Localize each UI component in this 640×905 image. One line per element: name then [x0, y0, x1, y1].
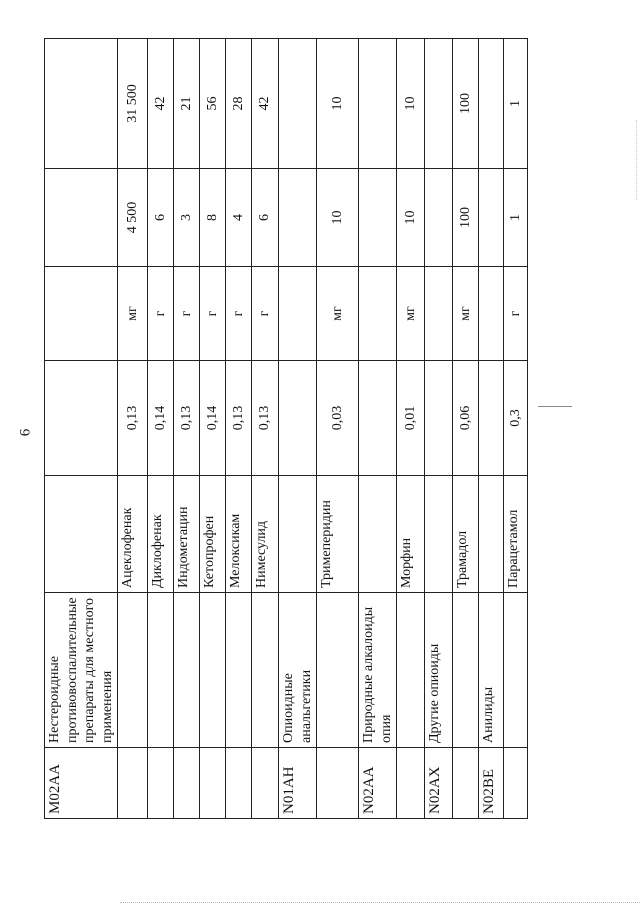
- table-cell-code: [504, 748, 528, 819]
- table-cell-ddd: 0,13: [226, 361, 252, 476]
- table-row: [425, 39, 453, 819]
- table-cell-amount: [359, 169, 397, 267]
- table-row: [359, 39, 397, 819]
- table-row: [252, 39, 279, 819]
- table-cell-group: Природные алкалоиды опия: [359, 593, 397, 748]
- table-cell-group: [397, 593, 425, 748]
- table-cell-name: [45, 476, 118, 593]
- table-row: [174, 39, 200, 819]
- rotated-table-container: [44, 39, 523, 819]
- table-cell-unit: [425, 267, 453, 361]
- table-cell-unit: г: [200, 267, 226, 361]
- table-cell-code: [226, 748, 252, 819]
- table-cell-code: [200, 748, 226, 819]
- table-cell-name: Ацеклофенак: [118, 476, 148, 593]
- table-cell-group: [317, 593, 359, 748]
- table-cell-ddd: [45, 361, 118, 476]
- table-cell-amount: 8: [200, 169, 226, 267]
- table-cell-code: [317, 748, 359, 819]
- table-cell-name: Тримеперидин: [317, 476, 359, 593]
- table-cell-name: [425, 476, 453, 593]
- table-cell-name: [479, 476, 504, 593]
- table-cell-group: [453, 593, 479, 748]
- table-cell-unit: [45, 267, 118, 361]
- table-cell-unit: г: [504, 267, 528, 361]
- table-cell-total: [45, 39, 118, 169]
- table-cell-group: [252, 593, 279, 748]
- page-number: 6: [17, 428, 34, 437]
- table-cell-name: Кетопрофен: [200, 476, 226, 593]
- table-cell-amount: 10: [397, 169, 425, 267]
- table-cell-total: 42: [148, 39, 174, 169]
- table-cell-group: Анилиды: [479, 593, 504, 748]
- table-cell-code: [453, 748, 479, 819]
- table-cell-group: [148, 593, 174, 748]
- table-cell-amount: 3: [174, 169, 200, 267]
- table-cell-unit: мг: [317, 267, 359, 361]
- table-cell-code: [252, 748, 279, 819]
- table-cell-group: Нестероидные противовоспалительные препараты для местного применения: [45, 593, 118, 748]
- table-row: [226, 39, 252, 819]
- table-cell-group: Опиоидные анальгетики: [279, 593, 317, 748]
- table-cell-ddd: 0,14: [148, 361, 174, 476]
- table-cell-name: Парацетамол: [504, 476, 528, 593]
- table-cell-name: Диклофенак: [148, 476, 174, 593]
- table-cell-amount: 100: [453, 169, 479, 267]
- table-cell-amount: 4: [226, 169, 252, 267]
- table-cell-amount: [479, 169, 504, 267]
- table-row: [317, 39, 359, 819]
- table-cell-total: 21: [174, 39, 200, 169]
- table-cell-name: Трамадол: [453, 476, 479, 593]
- table-cell-ddd: 0,06: [453, 361, 479, 476]
- table-cell-code: N01AH: [279, 748, 317, 819]
- table-cell-ddd: 0,13: [174, 361, 200, 476]
- table-cell-total: 10: [317, 39, 359, 169]
- table-row: [479, 39, 504, 819]
- table-cell-code: [397, 748, 425, 819]
- table-cell-ddd: 0,13: [252, 361, 279, 476]
- table-cell-amount: [425, 169, 453, 267]
- table-cell-total: [425, 39, 453, 169]
- table-cell-group: [174, 593, 200, 748]
- table-cell-total: [279, 39, 317, 169]
- table-row: [200, 39, 226, 819]
- drug-table: [44, 38, 528, 819]
- table-cell-unit: мг: [118, 267, 148, 361]
- table-cell-unit: г: [252, 267, 279, 361]
- table-cell-amount: [45, 169, 118, 267]
- table-cell-unit: мг: [397, 267, 425, 361]
- scan-edge: [120, 902, 640, 903]
- table-cell-code: N02AA: [359, 748, 397, 819]
- table-cell-unit: г: [148, 267, 174, 361]
- table-cell-total: 31 500: [118, 39, 148, 169]
- table-cell-name: Мелоксикам: [226, 476, 252, 593]
- table-cell-ddd: 0,03: [317, 361, 359, 476]
- scan-dash: [538, 406, 572, 407]
- table-cell-total: [479, 39, 504, 169]
- table-cell-ddd: [479, 361, 504, 476]
- table-cell-amount: 6: [148, 169, 174, 267]
- table-cell-code: [174, 748, 200, 819]
- table-cell-ddd: 0,14: [200, 361, 226, 476]
- table-cell-total: 100: [453, 39, 479, 169]
- table-row: [504, 39, 528, 819]
- table-cell-total: 10: [397, 39, 425, 169]
- table-cell-name: [279, 476, 317, 593]
- table-cell-total: 56: [200, 39, 226, 169]
- table-cell-code: N02BE: [479, 748, 504, 819]
- table-cell-total: 42: [252, 39, 279, 169]
- table-cell-unit: [279, 267, 317, 361]
- table-cell-group: [118, 593, 148, 748]
- table-row: [453, 39, 479, 819]
- scan-edge-right: [636, 120, 637, 200]
- table-cell-unit: г: [174, 267, 200, 361]
- table-cell-name: [359, 476, 397, 593]
- table-cell-unit: [359, 267, 397, 361]
- table-cell-amount: [279, 169, 317, 267]
- table-cell-ddd: [359, 361, 397, 476]
- table-row: [279, 39, 317, 819]
- table-cell-unit: [479, 267, 504, 361]
- table-cell-ddd: [425, 361, 453, 476]
- table-cell-name: Морфин: [397, 476, 425, 593]
- table-cell-name: Индометацин: [174, 476, 200, 593]
- table-cell-code: M02AA: [45, 748, 118, 819]
- table-cell-amount: 4 500: [118, 169, 148, 267]
- table-cell-ddd: 0,3: [504, 361, 528, 476]
- table-cell-total: 1: [504, 39, 528, 169]
- table-cell-amount: 6: [252, 169, 279, 267]
- table-cell-group: [200, 593, 226, 748]
- table-cell-group: [226, 593, 252, 748]
- table-cell-ddd: 0,01: [397, 361, 425, 476]
- table-cell-unit: мг: [453, 267, 479, 361]
- table-cell-ddd: [279, 361, 317, 476]
- table-cell-code: [118, 748, 148, 819]
- table-cell-amount: 1: [504, 169, 528, 267]
- table-cell-total: 28: [226, 39, 252, 169]
- table-cell-name: Нимесулид: [252, 476, 279, 593]
- table-cell-code: [148, 748, 174, 819]
- table-cell-amount: 10: [317, 169, 359, 267]
- table-cell-code: N02AX: [425, 748, 453, 819]
- table-cell-total: [359, 39, 397, 169]
- table-row: [118, 39, 148, 819]
- table-cell-unit: г: [226, 267, 252, 361]
- table-cell-ddd: 0,13: [118, 361, 148, 476]
- table-cell-group: Другие опиоиды: [425, 593, 453, 748]
- table-row: [45, 39, 118, 819]
- table-cell-group: [504, 593, 528, 748]
- table-row: [148, 39, 174, 819]
- table-row: [397, 39, 425, 819]
